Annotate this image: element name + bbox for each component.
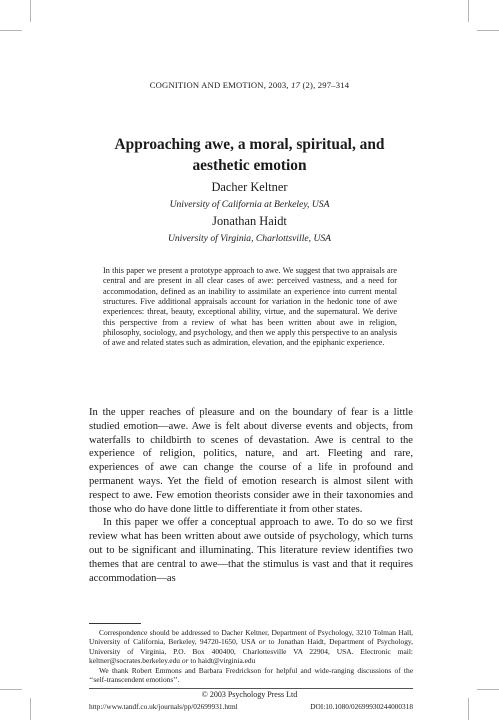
doi: DOI:10.1080/02699930244000318 xyxy=(310,702,413,711)
author-name: Jonathan Haidt xyxy=(212,214,287,228)
crop-mark xyxy=(30,0,31,22)
author-affiliation: University of Virginia, Charlottsville, USA xyxy=(167,233,332,244)
body-paragraph: In this paper we offer a conceptual approach to awe. To do so we first review what has been written about awe outside of psychology, which turns out to be significant and illuminating. This literature review identifies two themes that are central to awe—that the stimulus is vast and that it requires accommodation—as xyxy=(89,517,413,584)
acknowledgement-note: We thank Robert Emmons and Barbara Fredrickson for helpful and wide-ranging discussions of the ‘‘self-transcendent emotions’’. xyxy=(89,665,413,685)
title-line-1: Approaching awe, a moral, spiritual, and xyxy=(114,136,385,153)
title-line-2: aesthetic emotion xyxy=(192,157,307,174)
publisher-rule xyxy=(89,688,413,689)
footnote-rule xyxy=(89,623,141,624)
correspondence-note: Correspondence should be addressed to Dacher Keltner, Department of Psychology, 3210 Tolman Hall, University of California, Berkeley, 94720-1650, USA or to Jonathan Haidt, Department of Psychology, University of Virginia, P.O. Box 400400, Charlottesville VA 22904, USA. Electronic mail: keltner@socrates.berkeley.edu or to haidt@virginia.edu xyxy=(89,628,414,666)
journal-url[interactable]: http://www.tandf.co.uk/journals/pp/02699931.html xyxy=(89,702,238,711)
body-paragraph: In the upper reaches of pleasure and on the boundary of fear is a little studied emotion—awe. Awe is felt about diverse events and objects, from waterfalls to childbirth to scenes of devastation. Awe is central to the experience of religion, politics, nature, and art. Fleeting and rare, experiences of awe can change the course of a life in profound and permanent ways. Yet the field of emotion research is almost silent with respect to awe. Few emotion theorists consider awe in their taxonomies and those who do have done little to differentiate it from other states. xyxy=(89,407,413,515)
crop-mark xyxy=(477,30,499,31)
crop-mark xyxy=(0,30,22,31)
crop-mark xyxy=(468,698,469,720)
journal-issue-pages: (2), 297–314 xyxy=(302,80,350,90)
copyright-line: © 2003 Psychology Press Ltd xyxy=(201,690,298,699)
body-text xyxy=(89,406,413,585)
abstract: In this paper we present a prototype approach to awe. We suggest that two appraisals are central and are present in all clear cases of awe: perceived vastness, and a need for accommodation, defined as an inability to assimilate an experience into current mental structures. Five additional appraisals account for variation in the hedonic tone of awe experiences: threat, beauty, exceptional ability, virtue, and the supernatural. We derive this perspective from a review of what has been written about awe in religion, philosophy, sociology, and psychology, and then we apply this perspective to an analysis of awe and related states such as admiration, elevation, and the epiphanic experience. xyxy=(103,266,397,348)
paper-title xyxy=(70,134,429,176)
journal-volume: 17 xyxy=(291,80,301,90)
journal-name: COGNITION AND EMOTION xyxy=(149,80,264,90)
running-head: COGNITION AND EMOTION, 2003, 17 (2), 297–314 xyxy=(149,80,350,90)
journal-year: 2003, xyxy=(268,80,289,90)
crop-mark xyxy=(30,698,31,720)
author-affiliation: University of California at Berkeley, USA xyxy=(169,199,330,210)
crop-mark xyxy=(468,0,469,22)
footnotes xyxy=(89,628,413,684)
author-name: Dacher Keltner xyxy=(211,180,288,194)
